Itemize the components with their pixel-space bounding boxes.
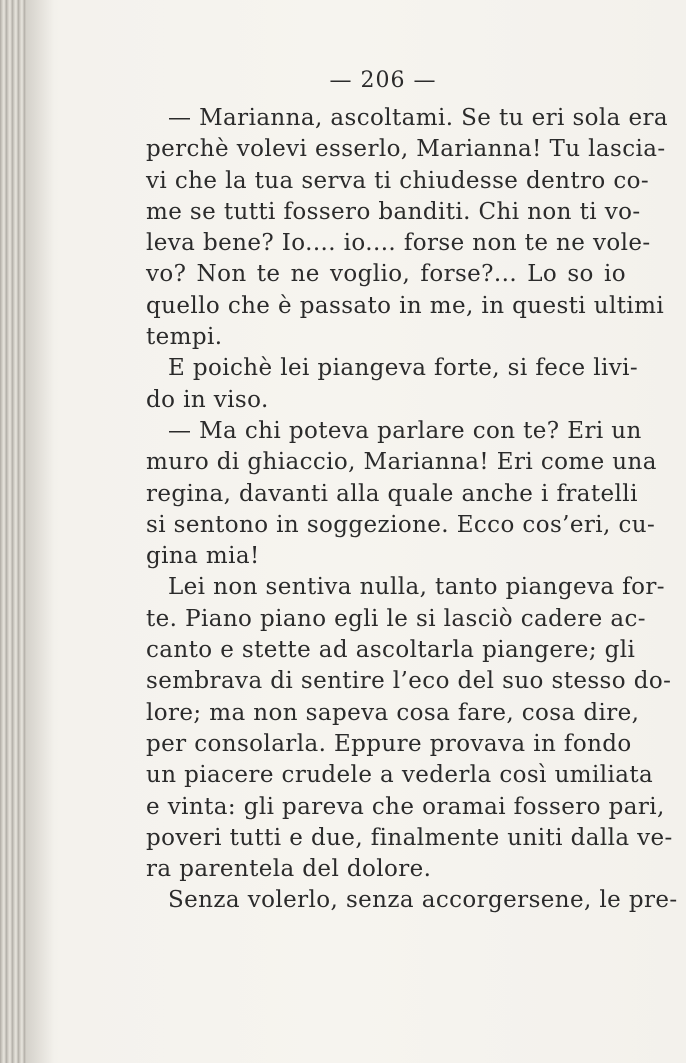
text-line: Senza volerlo, senza accorgersene, le pre- [168, 887, 678, 914]
gutter-shadow [26, 0, 54, 1063]
text-line: vi che la tua serva ti chiudesse dentro co- [146, 167, 650, 194]
text-line: — Marianna, ascoltami. Se tu eri sola era [168, 105, 669, 131]
text-line: lore; ma non sapeva cosa fare, cosa dire, [146, 699, 640, 726]
text-line: per consolarla. Eppure provava in fondo [146, 730, 632, 757]
text-line: un piacere crudele a vederla così umiliata [146, 762, 654, 789]
text-line: ra parentela del dolore. [146, 856, 432, 883]
text-line: poveri tutti e due, finalmente uniti dalla ve- [146, 824, 673, 851]
text-line: regina, davanti alla quale anche i fratelli [146, 480, 638, 507]
text-line: tempi. [146, 324, 223, 351]
text-line: leva bene? Io.... io.... forse non te ne vole- [146, 230, 651, 257]
text-line: quello che è passato in me, in questi ultimi [146, 292, 665, 319]
text-line: canto e stette ad ascoltarla piangere; gli [146, 637, 636, 664]
text-line: E poichè lei piangeva forte, si fece livi- [168, 355, 639, 382]
text-line: te. Piano piano egli le si lasciò cadere ac- [146, 605, 646, 632]
text-line: muro di ghiaccio, Marianna! Eri come una [146, 449, 657, 476]
body-text [146, 103, 678, 917]
text-line: — Ma chi poteva parlare con te? Eri un [168, 417, 642, 444]
text-line: Lei non sentiva nulla, tanto piangeva for- [168, 574, 665, 601]
text-line: e vinta: gli pareva che oramai fossero pari, [146, 793, 665, 820]
text-line: do in viso. [146, 386, 269, 413]
book-gutter [0, 0, 26, 1063]
page-number: — 206 — [329, 68, 437, 93]
text-line: sembrava di sentire l’eco del suo stesso do- [146, 668, 672, 695]
text-line: gina mia! [146, 543, 260, 570]
text-line: si sentono in soggezione. Ecco cos’eri, cu- [146, 511, 656, 538]
text-line: vo? Non te ne voglio, forse?... Lo so io [146, 261, 626, 288]
text-line: me se tutti fossero banditi. Chi non ti vo- [146, 198, 641, 225]
text-line: perchè volevi esserlo, Marianna! Tu lascia- [146, 136, 666, 163]
